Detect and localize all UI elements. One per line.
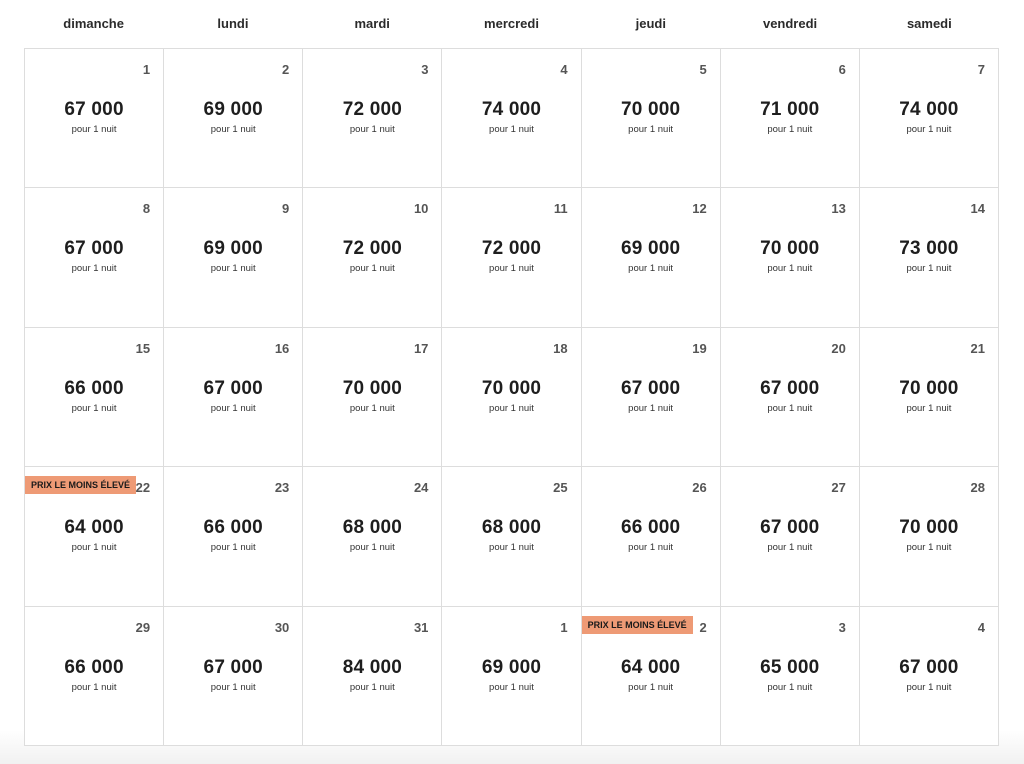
nightly-price: 67 000	[620, 377, 681, 399]
nightly-price: 70 000	[481, 377, 542, 399]
day-number: 12	[692, 201, 707, 217]
day-number: 17	[413, 340, 429, 356]
day-number: 19	[692, 340, 707, 356]
day-number: 2	[699, 619, 707, 635]
price-suffix: pour 1 nuit	[767, 402, 813, 414]
day-number: 15	[135, 340, 151, 356]
weekday-friday: vendredi	[762, 15, 818, 31]
nightly-price: 74 000	[899, 99, 959, 120]
calendar-day-cell[interactable]	[303, 607, 442, 746]
nightly-price: 73 000	[899, 238, 959, 260]
price-suffix: pour 1 nuit	[349, 124, 395, 135]
nightly-price: 70 000	[342, 377, 403, 399]
calendar-day-cell[interactable]	[721, 328, 860, 467]
price-suffix: pour 1 nuit	[767, 263, 813, 275]
price-suffix: pour 1 nuit	[349, 402, 395, 414]
nightly-price: 67 000	[203, 656, 263, 678]
calendar-day-cell[interactable]	[721, 607, 860, 746]
day-number: 11	[553, 201, 568, 217]
calendar-day-cell[interactable]	[442, 49, 581, 188]
nightly-price: 70 000	[899, 517, 959, 539]
calendar-day-cell[interactable]	[721, 49, 860, 188]
day-number: 25	[553, 480, 568, 496]
price-suffix: pour 1 nuit	[71, 681, 117, 693]
calendar-day-cell[interactable]	[721, 467, 860, 606]
price-suffix: pour 1 nuit	[767, 542, 813, 554]
nightly-price: 69 000	[203, 99, 263, 120]
price-suffix: pour 1 nuit	[489, 681, 534, 693]
day-number: 9	[282, 201, 290, 217]
price-suffix: pour 1 nuit	[71, 263, 117, 275]
nightly-price: 70 000	[899, 377, 959, 399]
nightly-price: 70 000	[620, 99, 681, 120]
nightly-price: 64 000	[620, 656, 681, 678]
nightly-price: 67 000	[64, 238, 124, 260]
price-suffix: pour 1 nuit	[906, 402, 952, 414]
calendar-day-cell[interactable]	[25, 328, 164, 467]
nightly-price: 69 000	[620, 238, 681, 260]
day-number: 1	[560, 619, 568, 635]
nightly-price: 72 000	[342, 238, 403, 260]
calendar-day-cell[interactable]	[25, 188, 164, 327]
price-suffix: pour 1 nuit	[210, 402, 256, 414]
calendar-day-cell[interactable]	[860, 607, 999, 746]
price-suffix: pour 1 nuit	[210, 263, 256, 275]
calendar-day-cell[interactable]	[164, 49, 303, 188]
price-suffix: pour 1 nuit	[906, 263, 952, 275]
calendar-day-cell[interactable]	[860, 188, 999, 327]
price-suffix: pour 1 nuit	[71, 124, 117, 135]
day-number: 5	[699, 62, 707, 77]
calendar-day-cell[interactable]	[25, 49, 164, 188]
calendar-day-cell[interactable]	[303, 328, 442, 467]
nightly-price: 67 000	[203, 377, 263, 399]
nightly-price: 84 000	[342, 656, 403, 678]
day-number: 21	[970, 340, 985, 356]
nightly-price: 70 000	[760, 238, 820, 260]
price-suffix: pour 1 nuit	[210, 542, 256, 554]
nightly-price: 67 000	[760, 377, 820, 399]
day-number: 4	[977, 619, 985, 635]
nightly-price: 74 000	[481, 99, 542, 120]
price-suffix: pour 1 nuit	[349, 681, 395, 693]
weekday-wednesday: mercredi	[484, 15, 539, 31]
nightly-price: 72 000	[342, 99, 403, 120]
price-suffix: pour 1 nuit	[906, 124, 952, 135]
day-number: 6	[838, 62, 846, 77]
nightly-price: 69 000	[203, 238, 263, 260]
calendar-day-cell[interactable]	[860, 467, 999, 606]
day-number: 13	[831, 201, 846, 217]
calendar-day-cell[interactable]	[582, 49, 721, 188]
price-suffix: pour 1 nuit	[71, 402, 117, 414]
day-number: 24	[413, 480, 429, 496]
calendar-day-cell[interactable]	[303, 467, 442, 606]
calendar-day-cell[interactable]	[164, 607, 303, 746]
nightly-price: 66 000	[64, 377, 124, 399]
calendar-day-cell[interactable]	[442, 328, 581, 467]
price-suffix: pour 1 nuit	[489, 402, 534, 414]
day-number: 23	[274, 480, 290, 496]
day-number: 16	[274, 340, 290, 356]
day-number: 4	[560, 62, 568, 77]
price-suffix: pour 1 nuit	[628, 263, 674, 275]
day-number: 18	[553, 340, 568, 356]
calendar-grid	[24, 48, 999, 746]
day-number: 28	[970, 480, 985, 496]
weekday-header	[24, 0, 999, 48]
nightly-price: 69 000	[481, 656, 542, 678]
weekday-saturday: samedi	[906, 15, 952, 31]
calendar-day-cell[interactable]	[303, 49, 442, 188]
calendar-day-cell[interactable]	[303, 188, 442, 327]
price-suffix: pour 1 nuit	[489, 124, 534, 135]
weekday-sunday: dimanche	[63, 15, 124, 31]
day-number: 14	[970, 201, 985, 217]
price-suffix: pour 1 nuit	[628, 124, 674, 135]
nightly-price: 72 000	[481, 238, 542, 260]
price-suffix: pour 1 nuit	[906, 542, 952, 554]
calendar-day-cell[interactable]	[442, 188, 581, 327]
day-number: 7	[977, 62, 985, 77]
nightly-price: 67 000	[64, 99, 124, 120]
price-suffix: pour 1 nuit	[489, 542, 534, 554]
calendar-day-cell[interactable]	[442, 467, 581, 606]
nightly-price: 68 000	[481, 517, 542, 539]
nightly-price: 66 000	[64, 656, 124, 678]
calendar-day-cell[interactable]	[582, 328, 721, 467]
price-suffix: pour 1 nuit	[489, 263, 534, 275]
day-number: 20	[831, 340, 846, 356]
price-suffix: pour 1 nuit	[349, 542, 395, 554]
calendar-day-cell[interactable]	[582, 607, 721, 746]
calendar-day-cell[interactable]	[721, 188, 860, 327]
nightly-price: 64 000	[64, 517, 124, 539]
day-number: 3	[421, 62, 429, 77]
price-suffix: pour 1 nuit	[71, 542, 117, 554]
calendar-day-cell[interactable]	[164, 328, 303, 467]
day-number: 29	[135, 619, 151, 635]
nightly-price: 68 000	[342, 517, 403, 539]
weekday-tuesday: mardi	[354, 15, 390, 31]
day-number: 8	[142, 201, 151, 217]
price-suffix: pour 1 nuit	[210, 124, 256, 135]
price-suffix: pour 1 nuit	[210, 681, 256, 693]
lowest-price-badge: PRIX LE MOINS ÉLEVÉ	[582, 616, 693, 634]
nightly-price: 65 000	[760, 656, 820, 678]
calendar-day-cell[interactable]	[25, 607, 164, 746]
nightly-price: 66 000	[620, 517, 681, 539]
nightly-price: 71 000	[760, 99, 820, 120]
day-number: 10	[413, 201, 429, 217]
calendar-day-cell[interactable]	[860, 49, 999, 188]
price-suffix: pour 1 nuit	[628, 542, 674, 554]
nightly-price: 67 000	[760, 517, 820, 539]
nightly-price: 67 000	[899, 656, 959, 678]
day-number: 26	[692, 480, 707, 496]
price-suffix: pour 1 nuit	[906, 681, 952, 693]
weekday-thursday: jeudi	[635, 15, 666, 31]
calendar-day-cell[interactable]	[582, 467, 721, 606]
calendar-day-cell[interactable]	[164, 467, 303, 606]
calendar-day-cell[interactable]	[860, 328, 999, 467]
day-number: 3	[838, 619, 846, 635]
price-suffix: pour 1 nuit	[349, 263, 395, 275]
day-number: 27	[831, 480, 846, 496]
price-suffix: pour 1 nuit	[767, 681, 813, 693]
day-number: 22	[135, 480, 151, 496]
day-number: 1	[142, 62, 151, 77]
weekday-monday: lundi	[217, 15, 249, 31]
calendar-day-cell[interactable]	[442, 607, 581, 746]
day-number: 2	[282, 62, 290, 77]
lowest-price-badge: PRIX LE MOINS ÉLEVÉ	[25, 476, 136, 494]
calendar-day-cell[interactable]	[582, 188, 721, 327]
nightly-price: 66 000	[203, 517, 263, 539]
price-suffix: pour 1 nuit	[767, 124, 813, 135]
price-suffix: pour 1 nuit	[628, 402, 674, 414]
price-suffix: pour 1 nuit	[628, 681, 674, 693]
day-number: 30	[274, 619, 290, 635]
day-number: 31	[413, 619, 429, 635]
calendar-day-cell[interactable]	[25, 467, 164, 606]
calendar-day-cell[interactable]	[164, 188, 303, 327]
